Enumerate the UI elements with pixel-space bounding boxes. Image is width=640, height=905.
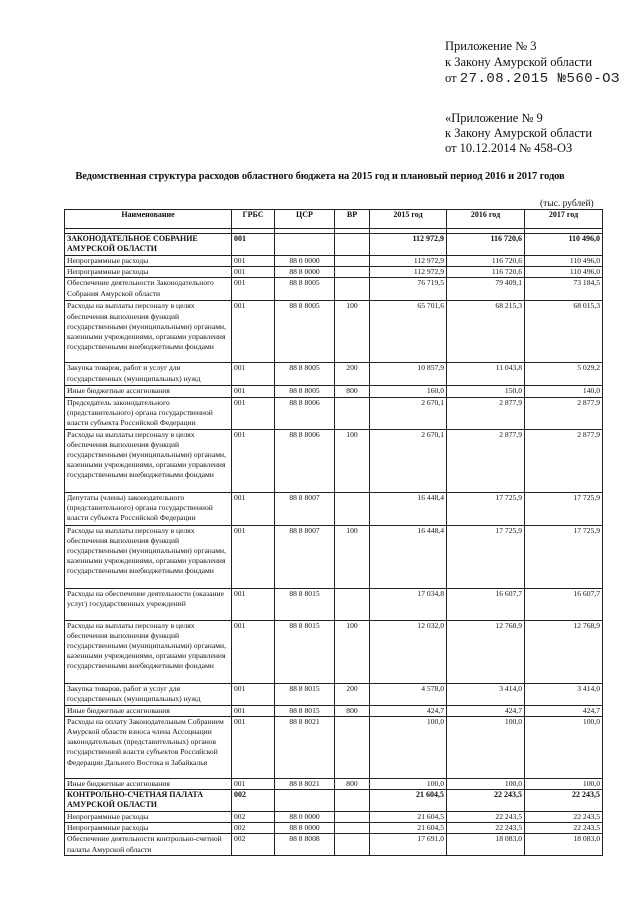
cell-vr: 800: [335, 386, 370, 397]
cell-2015: 76 719,5: [370, 278, 447, 301]
table-row: [65, 386, 603, 397]
cell-grbs: 002: [232, 812, 275, 823]
cell-2015: 21 604,5: [370, 790, 447, 812]
cell-grbs: 002: [232, 834, 275, 856]
cell-2016: 116 720,6: [447, 267, 525, 278]
cell-vr: [335, 588, 370, 620]
cell-name: Закупка товаров, работ и услуг для государственных (муниципальных) нужд: [65, 683, 232, 705]
cell-2015: 424,7: [370, 705, 447, 716]
cell-2017: 68 015,3: [525, 301, 603, 363]
cell-csr: 88 8 8005: [275, 301, 335, 363]
cell-2017: 22 243,5: [525, 823, 603, 834]
cell-2015: 4 578,0: [370, 683, 447, 705]
cell-2015: 10 857,9: [370, 363, 447, 386]
table-row: [65, 267, 603, 278]
cell-2015: 65 701,6: [370, 301, 447, 363]
date-stamp: 27.08.2015 №560-ОЗ: [459, 71, 620, 87]
cell-2015: 2 670,1: [370, 397, 447, 429]
table-row: [65, 778, 603, 789]
date-prefix: от: [445, 71, 457, 85]
cell-name: Расходы на выплаты персоналу в целях обеспечения выполнения функций государственными (муниципальными) органами, казенными учреждениями, органами управления государственными внебюджетными фондами: [65, 525, 232, 588]
cell-vr: [335, 278, 370, 301]
cell-vr: [335, 267, 370, 278]
cell-grbs: 001: [232, 234, 275, 256]
cell-csr: 88 8 8006: [275, 397, 335, 429]
cell-2017: 424,7: [525, 705, 603, 716]
cell-2017: 2 877,9: [525, 397, 603, 429]
cell-name: Расходы на выплаты персоналу в целях обеспечения выполнения функций государственными (муниципальными) органами, казенными учреждениями, органами управления государственными внебюджетными фондами: [65, 301, 232, 363]
cell-grbs: 001: [232, 256, 275, 267]
appendix-9-date: от 10.12.2014 № 458-ОЗ: [445, 141, 573, 155]
table-row: [65, 823, 603, 834]
cell-2016: 100,0: [447, 716, 525, 778]
appendix-9-block: [445, 111, 592, 156]
cell-name: Непрограммные расходы: [65, 812, 232, 823]
cell-2015: 112 972,9: [370, 267, 447, 278]
cell-vr: [335, 234, 370, 256]
cell-name: Председатель законодательного (представительного) органа государственной власти субъекта Российской Федерации: [65, 397, 232, 429]
appendix-3-law: к Закону Амурской области: [445, 55, 593, 69]
cell-name: Расходы на обеспечение деятельности (оказание услуг) государственных учреждений: [65, 588, 232, 620]
appendix-3-block: [445, 38, 620, 87]
cell-2016: 116 720,6: [447, 256, 525, 267]
cell-2017: 12 768,9: [525, 620, 603, 683]
col-header-vr: ВР: [335, 210, 370, 229]
cell-vr: [335, 716, 370, 778]
cell-name: Непрограммные расходы: [65, 823, 232, 834]
cell-name: Закупка товаров, работ и услуг для государственных (муниципальных) нужд: [65, 363, 232, 386]
cell-csr: 88 8 8021: [275, 778, 335, 789]
cell-vr: 200: [335, 683, 370, 705]
cell-2015: 17 034,8: [370, 588, 447, 620]
cell-vr: [335, 256, 370, 267]
cell-grbs: 002: [232, 823, 275, 834]
cell-2017: 100,0: [525, 716, 603, 778]
cell-2016: 79 409,1: [447, 278, 525, 301]
budget-table: [64, 209, 603, 856]
table-row: [65, 278, 603, 301]
cell-2015: 16 448,4: [370, 492, 447, 525]
cell-2016: 2 877,9: [447, 429, 525, 492]
cell-vr: [335, 397, 370, 429]
table-row: [65, 834, 603, 856]
cell-csr: 88 8 8007: [275, 492, 335, 525]
cell-vr: 100: [335, 525, 370, 588]
cell-2015: 100,0: [370, 778, 447, 789]
cell-vr: 200: [335, 363, 370, 386]
cell-2017: 110 496,0: [525, 256, 603, 267]
cell-2016: 11 043,8: [447, 363, 525, 386]
cell-vr: [335, 823, 370, 834]
cell-2016: 17 725,9: [447, 492, 525, 525]
cell-2017: 3 414,0: [525, 683, 603, 705]
cell-2017: 110 496,0: [525, 267, 603, 278]
cell-csr: 88 8 8015: [275, 620, 335, 683]
table-row: [65, 716, 603, 778]
units-label: (тыс. рублей): [540, 199, 594, 209]
cell-2016: 16 607,7: [447, 588, 525, 620]
table-row: [65, 525, 603, 588]
cell-vr: [335, 834, 370, 856]
cell-2016: 116 720,6: [447, 234, 525, 256]
cell-csr: 88 0 0000: [275, 812, 335, 823]
cell-csr: 88 8 8006: [275, 429, 335, 492]
cell-csr: 88 8 8005: [275, 278, 335, 301]
cell-vr: [335, 492, 370, 525]
table-row: [65, 790, 603, 812]
cell-grbs: 001: [232, 620, 275, 683]
cell-csr: 88 0 0000: [275, 256, 335, 267]
cell-2017: 22 243,5: [525, 790, 603, 812]
cell-2017: 73 184,5: [525, 278, 603, 301]
cell-name: Расходы на оплату Законодательным Собранием Амурской области взноса члена Ассоциации законодательных (представительных) органов государственной власти субъектов Российской Федерации Дальнего Востока и Забайкалья: [65, 716, 232, 778]
cell-2016: 100,0: [447, 778, 525, 789]
cell-2016: 17 725,9: [447, 525, 525, 588]
cell-grbs: 001: [232, 525, 275, 588]
cell-name: Обеспечение деятельности контрольно-счетной палаты Амурской области: [65, 834, 232, 856]
cell-2017: 2 877,9: [525, 429, 603, 492]
cell-2016: 3 414,0: [447, 683, 525, 705]
table-row: [65, 234, 603, 256]
cell-name: Иные бюджетные ассигнования: [65, 705, 232, 716]
table-row: [65, 397, 603, 429]
cell-name: Иные бюджетные ассигнования: [65, 386, 232, 397]
cell-vr: [335, 812, 370, 823]
cell-csr: 88 8 0000: [275, 267, 335, 278]
cell-2017: 100,0: [525, 778, 603, 789]
cell-name: Непрограммные расходы: [65, 267, 232, 278]
cell-2015: 12 032,0: [370, 620, 447, 683]
cell-2017: 22 243,5: [525, 812, 603, 823]
table-row: [65, 429, 603, 492]
cell-2015: 112 972,9: [370, 256, 447, 267]
cell-csr: 88 8 8015: [275, 588, 335, 620]
cell-2015: 100,0: [370, 716, 447, 778]
cell-name: Расходы на выплаты персоналу в целях обеспечения выполнения функций государственными (муниципальными) органами, казенными учреждениями, органами управления государственными внебюджетными фондами: [65, 620, 232, 683]
cell-grbs: 001: [232, 267, 275, 278]
cell-grbs: 001: [232, 716, 275, 778]
cell-csr: 88 8 8005: [275, 363, 335, 386]
table-row: [65, 256, 603, 267]
cell-csr: 88 8 8015: [275, 705, 335, 716]
cell-vr: 100: [335, 301, 370, 363]
cell-name: Обеспечение деятельности Законодательного Собрания Амурской области: [65, 278, 232, 301]
cell-grbs: 001: [232, 363, 275, 386]
cell-2017: 17 725,9: [525, 525, 603, 588]
cell-grbs: 001: [232, 386, 275, 397]
cell-grbs: 001: [232, 429, 275, 492]
col-header-2017: 2017 год: [525, 210, 603, 229]
cell-vr: 100: [335, 620, 370, 683]
cell-vr: 800: [335, 705, 370, 716]
appendix-3-date: [445, 70, 620, 87]
cell-name: ЗАКОНОДАТЕЛЬНОЕ СОБРАНИЕ АМУРСКОЙ ОБЛАСТИ: [65, 234, 232, 256]
cell-2017: 140,0: [525, 386, 603, 397]
cell-2016: 18 083,0: [447, 834, 525, 856]
col-header-2016: 2016 год: [447, 210, 525, 229]
table-row: [65, 492, 603, 525]
cell-csr: 88 8 8007: [275, 525, 335, 588]
appendix-3-title: Приложение № 3: [445, 39, 537, 53]
cell-2016: 12 768,9: [447, 620, 525, 683]
cell-2015: 17 691,0: [370, 834, 447, 856]
col-header-name: Наименование: [65, 210, 232, 229]
cell-name: Расходы на выплаты персоналу в целях обеспечения выполнения функций государственными (муниципальными) органами, казенными учреждениями, органами управления государственными внебюджетными фондами: [65, 429, 232, 492]
cell-2017: 110 496,0: [525, 234, 603, 256]
col-header-csr: ЦСР: [275, 210, 335, 229]
table-row: [65, 705, 603, 716]
cell-grbs: 001: [232, 492, 275, 525]
cell-csr: 88 8 8021: [275, 716, 335, 778]
table-row: [65, 620, 603, 683]
cell-grbs: 001: [232, 588, 275, 620]
cell-2015: 21 604,5: [370, 823, 447, 834]
cell-grbs: 001: [232, 397, 275, 429]
cell-csr: [275, 234, 335, 256]
cell-grbs: 001: [232, 301, 275, 363]
cell-vr: [335, 790, 370, 812]
col-header-grbs: ГРБС: [232, 210, 275, 229]
col-header-2015: 2015 год: [370, 210, 447, 229]
appendix-9-title: «Приложение № 9: [445, 111, 543, 125]
cell-grbs: 002: [232, 790, 275, 812]
cell-name: КОНТРОЛЬНО-СЧЕТНАЯ ПАЛАТА АМУРСКОЙ ОБЛАСТИ: [65, 790, 232, 812]
cell-grbs: 001: [232, 278, 275, 301]
cell-2016: 22 243,5: [447, 823, 525, 834]
cell-csr: 88 8 0000: [275, 823, 335, 834]
cell-grbs: 001: [232, 683, 275, 705]
cell-csr: 88 8 8015: [275, 683, 335, 705]
table-body: [65, 234, 603, 856]
cell-2016: 2 877,9: [447, 397, 525, 429]
table-row: [65, 683, 603, 705]
cell-2016: 424,7: [447, 705, 525, 716]
cell-2016: 68 215,3: [447, 301, 525, 363]
cell-grbs: 001: [232, 705, 275, 716]
cell-grbs: 001: [232, 778, 275, 789]
cell-2015: 21 604,5: [370, 812, 447, 823]
cell-2017: 16 607,7: [525, 588, 603, 620]
table-row: [65, 363, 603, 386]
cell-vr: 100: [335, 429, 370, 492]
cell-csr: 88 8 8005: [275, 386, 335, 397]
cell-2015: 160,0: [370, 386, 447, 397]
cell-2016: 150,0: [447, 386, 525, 397]
cell-2017: 5 029,2: [525, 363, 603, 386]
cell-csr: 88 8 8008: [275, 834, 335, 856]
cell-2017: 18 083,0: [525, 834, 603, 856]
cell-2016: 22 243,5: [447, 812, 525, 823]
cell-csr: [275, 790, 335, 812]
cell-vr: 800: [335, 778, 370, 789]
cell-name: Иные бюджетные ассигнования: [65, 778, 232, 789]
appendix-9-law: к Закону Амурской области: [445, 126, 593, 140]
table-row: [65, 812, 603, 823]
table-row: [65, 588, 603, 620]
cell-2016: 22 243,5: [447, 790, 525, 812]
document-title: Ведомственная структура расходов областного бюджета на 2015 год и плановый период 2016 и 2017 годов: [75, 171, 565, 182]
cell-name: Непрограммные расходы: [65, 256, 232, 267]
cell-name: Депутаты (члены) законодательного (представительного) органа государственной власти субъекта Российской Федерации: [65, 492, 232, 525]
cell-2015: 16 448,4: [370, 525, 447, 588]
cell-2017: 17 725,9: [525, 492, 603, 525]
cell-2015: 2 670,1: [370, 429, 447, 492]
table-header-row: [65, 210, 603, 229]
table-row: [65, 301, 603, 363]
cell-2015: 112 972,9: [370, 234, 447, 256]
